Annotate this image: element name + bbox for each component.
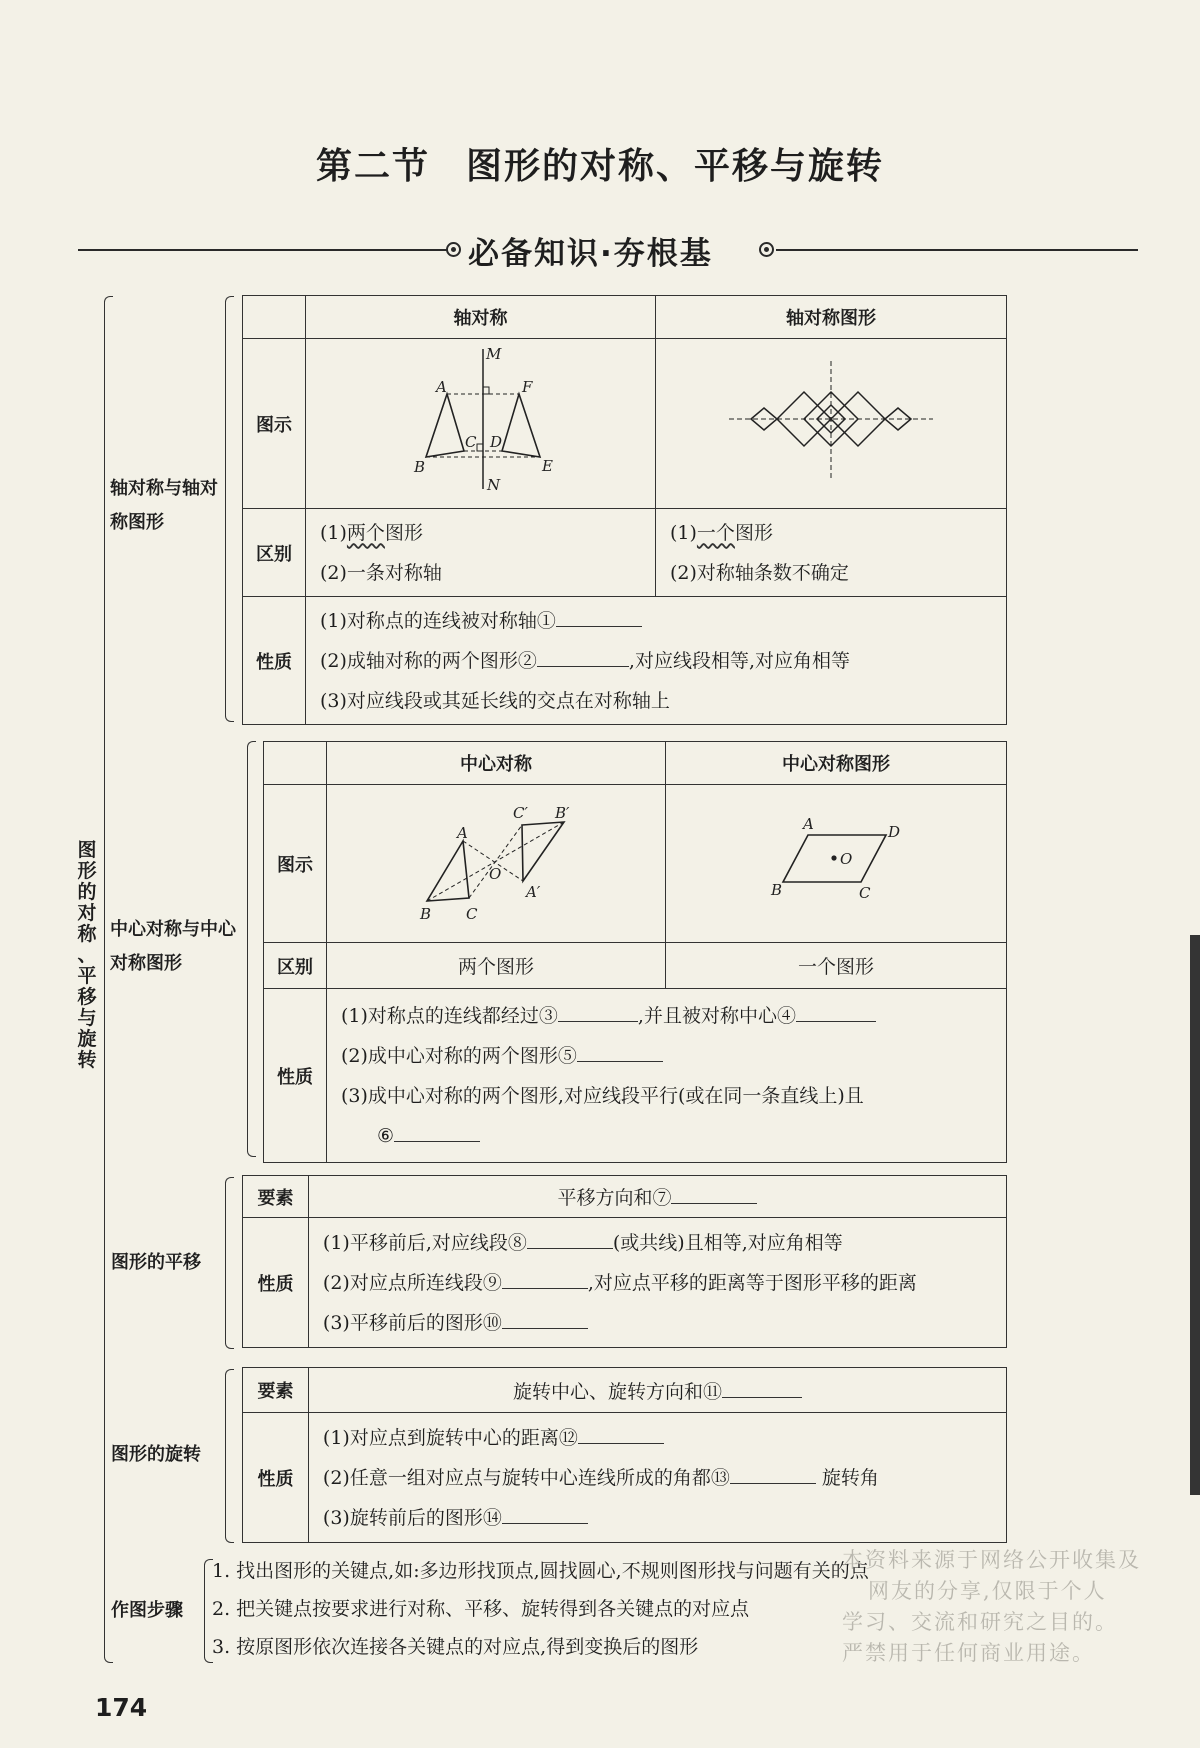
point-label-F: F — [522, 378, 533, 396]
axis-symmetry-diagram — [306, 339, 656, 509]
brace-central — [247, 741, 256, 1157]
point-label-B: B — [771, 881, 783, 899]
side-label-axis: 轴对称与轴对称图形 — [110, 478, 218, 533]
row-label-property: 性质 — [243, 1218, 309, 1348]
translation-element-cell: 平移方向和⑦ — [308, 1176, 1006, 1218]
row-label-element: 要素 — [243, 1368, 309, 1413]
page-edge-bar — [1190, 935, 1200, 1495]
axis-figure-difference-cell: (1)一个图形 (2)对称轴条数不确定 — [656, 509, 1007, 597]
watermark: 本资料来源于网络公开收集及 网友的分享,仅限于个人 学习、交流和研究之目的。 严禁用于任何商业用途。 — [842, 1548, 1141, 1665]
row-label-property: 性质 — [264, 989, 327, 1163]
side-label-rotation: 图形的旋转 — [111, 1444, 201, 1465]
point-label-A: A — [436, 378, 447, 396]
row-label-element: 要素 — [243, 1176, 309, 1218]
row-label-difference: 区别 — [243, 509, 306, 597]
central-symmetric-figure-diagram — [666, 785, 1007, 943]
central-difference-cell: 两个图形 — [327, 943, 666, 989]
axis-symmetry-table — [242, 295, 1007, 725]
banner-dot-right-icon — [759, 242, 774, 257]
step-item: 1. 找出图形的关键点,如:多边形找顶点,圆找圆心,不规则图形找与问题有关的点 — [212, 1560, 869, 1582]
banner-dot-left-icon — [446, 242, 461, 257]
page-title: 第二节 图形的对称、平移与旋转 — [315, 146, 885, 187]
banner-line-right — [776, 249, 1138, 251]
rotation-element-cell: 旋转中心、旋转方向和⑪ — [308, 1368, 1006, 1413]
axis-difference-cell: (1)两个图形 (2)一条对称轴 — [306, 509, 656, 597]
row-label-property: 性质 — [243, 1413, 309, 1543]
steps-list — [212, 1552, 869, 1666]
point-label-O: O — [840, 850, 853, 868]
rotation-table — [242, 1367, 1007, 1543]
row-label-property: 性质 — [243, 597, 306, 725]
point-label-A: A — [803, 815, 814, 833]
point-label-D: D — [490, 433, 503, 451]
translation-table — [242, 1175, 1007, 1348]
section-banner: 必备知识·夯根基 — [468, 236, 713, 272]
brace-translation — [225, 1177, 234, 1349]
side-label-translation: 图形的平移 — [111, 1252, 201, 1273]
col-header-axis-figure: 轴对称图形 — [656, 296, 1007, 339]
central-property-cell: (1)对称点的连线都经过③ ,并且被对称中心④ (2)成中心对称的两个图形⑤ (3)成中心对称的两个图形,对应线段平行(或在同一条直线上)且 ⑥ — [327, 989, 1007, 1163]
point-label-D: D — [888, 823, 901, 841]
row-label-figure: 图示 — [264, 785, 327, 943]
banner-line-left — [78, 249, 448, 251]
row-label-difference: 区别 — [264, 943, 327, 989]
point-label-C: C — [465, 433, 477, 451]
step-item: 3. 按原图形依次连接各关键点的对应点,得到变换后的图形 — [212, 1636, 699, 1658]
central-figure-difference-cell: 一个图形 — [666, 943, 1007, 989]
corner-cell — [243, 296, 306, 339]
translation-property-cell: (1)平移前后,对应线段⑧ (或共线)且相等,对应角相等 (2)对应点所连线段⑨ ,对应点平移的距离等于图形平移的距离 (3)平移前后的图形⑩ — [308, 1218, 1006, 1348]
point-label-B-prime: B′ — [555, 804, 570, 822]
brace-axis — [225, 296, 234, 722]
point-label-E: E — [542, 457, 553, 475]
point-label-A-prime: A′ — [526, 883, 541, 901]
rotation-property-cell: (1)对应点到旋转中心的距离⑫ (2)任意一组对应点与旋转中心连线所成的角都⑬ 旋转角 (3)旋转前后的图形⑭ — [308, 1413, 1006, 1543]
side-label-central: 中心对称与中心对称图形 — [110, 919, 236, 974]
central-symmetry-table — [263, 741, 1007, 1163]
point-label-N: N — [487, 476, 501, 494]
central-symmetry-diagram — [327, 785, 666, 943]
col-header-central: 中心对称 — [327, 742, 666, 785]
point-label-C-prime: C′ — [513, 804, 528, 822]
col-header-axis: 轴对称 — [306, 296, 656, 339]
point-label-C: C — [859, 884, 871, 902]
point-label-B: B — [414, 458, 426, 476]
corner-cell — [264, 742, 327, 785]
point-label-M: M — [486, 345, 502, 363]
col-header-central-figure: 中心对称图形 — [666, 742, 1007, 785]
side-label-steps: 作图步骤 — [111, 1600, 183, 1621]
point-label-B: B — [420, 905, 432, 923]
point-label-O: O — [489, 865, 502, 883]
point-label-A: A — [457, 824, 468, 842]
main-vertical-label: 图 形 的 对 称 、 平 移 与 旋 转 — [77, 839, 97, 1071]
step-item: 2. 把关键点按要求进行对称、平移、旋转得到各关键点的对应点 — [212, 1598, 750, 1620]
axis-symmetric-figure-diagram — [656, 339, 1007, 509]
brace-rotation — [225, 1369, 234, 1543]
point-label-C: C — [466, 905, 478, 923]
page-number: 174 — [95, 1693, 148, 1722]
row-label-figure: 图示 — [243, 339, 306, 509]
axis-property-cell: (1)对称点的连线被对称轴① (2)成轴对称的两个图形② ,对应线段相等,对应角相等 (3)对应线段或其延长线的交点在对称轴上 — [306, 597, 1007, 725]
